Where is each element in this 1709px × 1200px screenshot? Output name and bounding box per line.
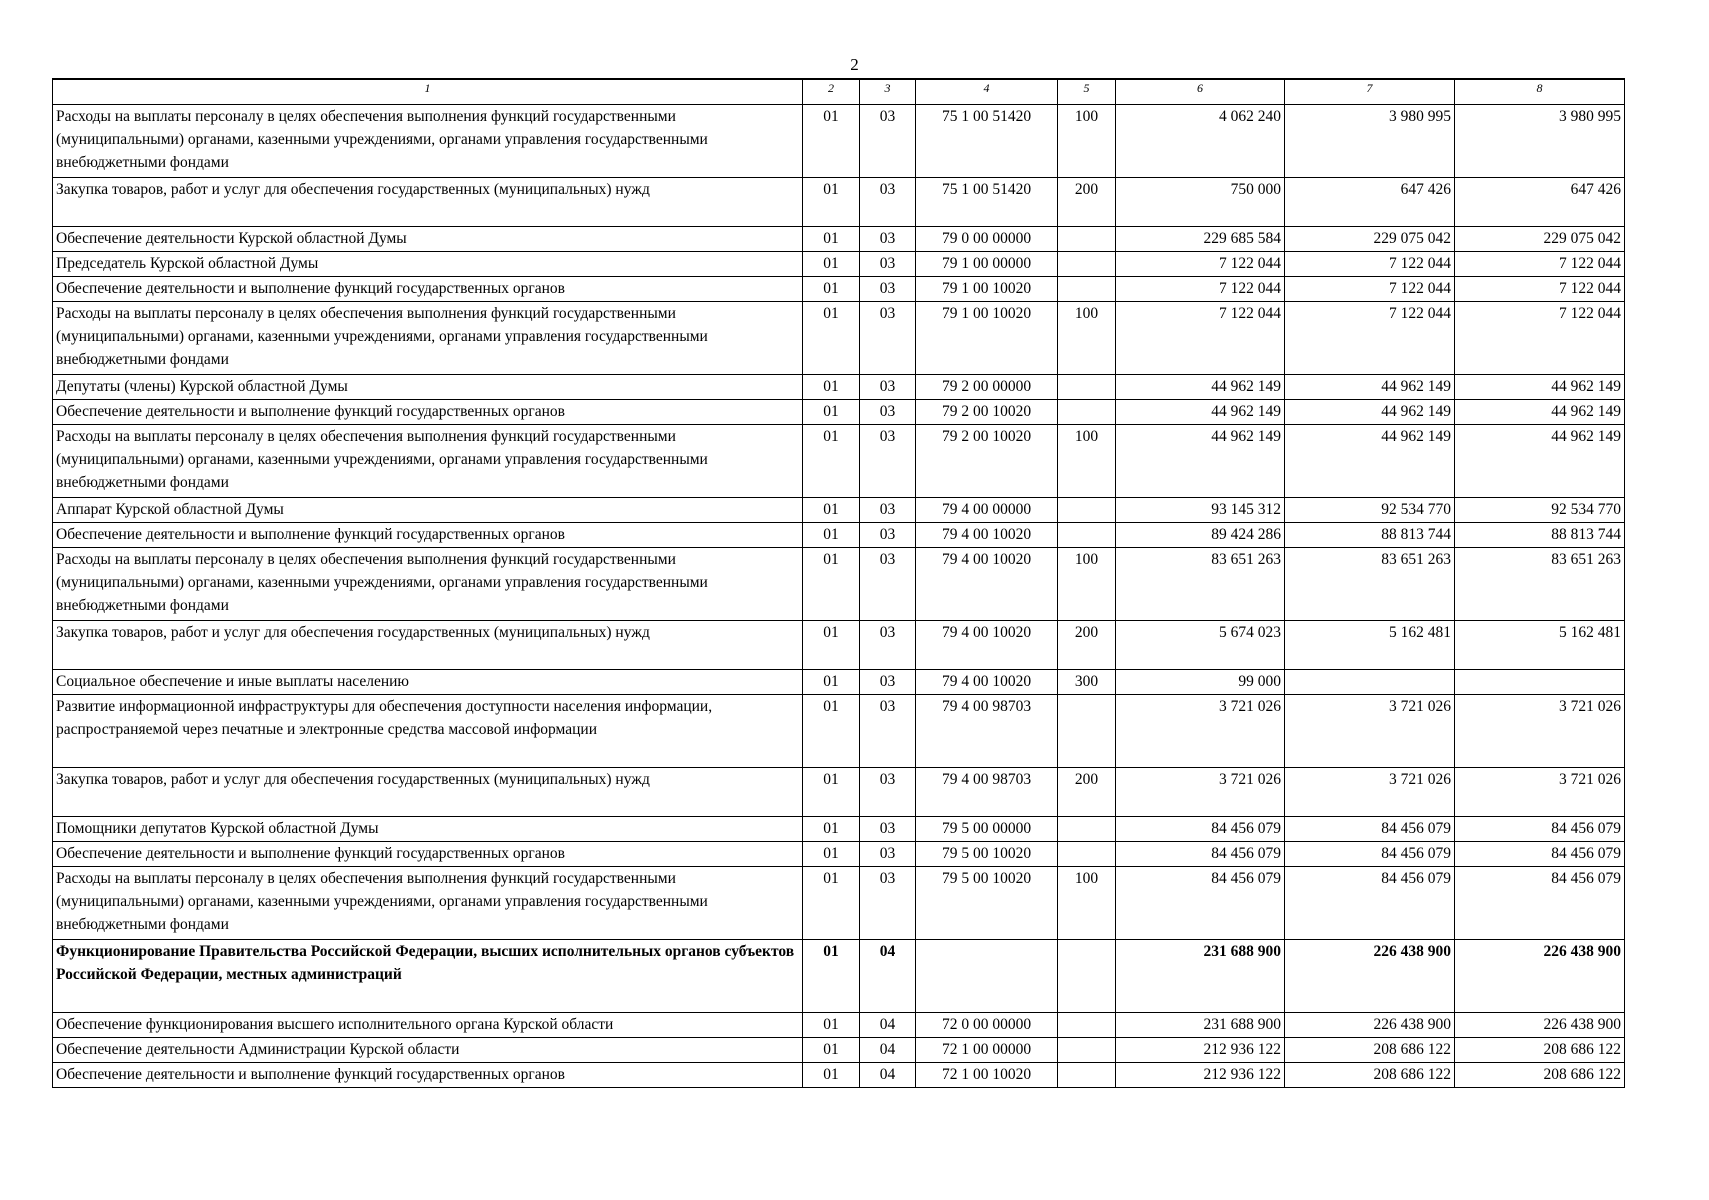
target-article-code: 79 1 00 10020: [916, 276, 1058, 301]
item-name: Депутаты (члены) Курской областной Думы: [53, 374, 803, 399]
item-name: Обеспечение деятельности и выполнение функций государственных органов: [53, 1062, 803, 1087]
expense-type-code: [1058, 226, 1116, 251]
amount-col-8: 7 122 044: [1455, 251, 1625, 276]
item-name: Обеспечение деятельности и выполнение функций государственных органов: [53, 841, 803, 866]
section-code: 01: [803, 694, 860, 767]
amount-col-6: 7 122 044: [1116, 251, 1285, 276]
target-article-code: 72 1 00 10020: [916, 1062, 1058, 1087]
amount-col-6: 231 688 900: [1116, 1012, 1285, 1037]
table-row: [53, 694, 1625, 767]
amount-col-6: 83 651 263: [1116, 547, 1285, 620]
subsection-code: 03: [860, 694, 916, 767]
amount-col-8: 226 438 900: [1455, 939, 1625, 1012]
expense-type-code: 200: [1058, 767, 1116, 816]
table-row: [53, 497, 1625, 522]
subsection-code: 03: [860, 522, 916, 547]
expense-type-code: [1058, 1037, 1116, 1062]
target-article-code: 79 0 00 00000: [916, 226, 1058, 251]
amount-col-7: 229 075 042: [1285, 226, 1455, 251]
amount-col-7: 5 162 481: [1285, 620, 1455, 669]
amount-col-8: 84 456 079: [1455, 841, 1625, 866]
expense-type-code: [1058, 1012, 1116, 1037]
table-row: [53, 104, 1625, 177]
section-code: 01: [803, 767, 860, 816]
expense-type-code: [1058, 522, 1116, 547]
amount-col-8: 208 686 122: [1455, 1037, 1625, 1062]
target-article-code: 72 0 00 00000: [916, 1012, 1058, 1037]
item-name: Расходы на выплаты персоналу в целях обеспечения выполнения функций государственными (муниципальными) органами, казенными учреждениями, органами управления государственными внебюджетными фондами: [53, 301, 803, 374]
expense-type-code: 100: [1058, 866, 1116, 939]
subsection-code: 03: [860, 226, 916, 251]
item-name: Расходы на выплаты персоналу в целях обеспечения выполнения функций государственными (муниципальными) органами, казенными учреждениями, органами управления государственными внебюджетными фондами: [53, 104, 803, 177]
table-row: [53, 1062, 1625, 1087]
subsection-code: 03: [860, 177, 916, 226]
target-article-code: 79 4 00 10020: [916, 620, 1058, 669]
expense-type-code: [1058, 816, 1116, 841]
amount-col-6: 3 721 026: [1116, 694, 1285, 767]
section-code: 01: [803, 497, 860, 522]
amount-col-6: 84 456 079: [1116, 841, 1285, 866]
expense-type-code: 100: [1058, 104, 1116, 177]
item-name: Обеспечение деятельности и выполнение функций государственных органов: [53, 522, 803, 547]
amount-col-7: 3 980 995: [1285, 104, 1455, 177]
amount-col-8: 7 122 044: [1455, 276, 1625, 301]
target-article-code: 79 4 00 10020: [916, 669, 1058, 694]
amount-col-7: 226 438 900: [1285, 1012, 1455, 1037]
item-name: Расходы на выплаты персоналу в целях обеспечения выполнения функций государственными (муниципальными) органами, казенными учреждениями, органами управления государственными внебюджетными фондами: [53, 424, 803, 497]
item-name: Обеспечение функционирования высшего исполнительного органа Курской области: [53, 1012, 803, 1037]
amount-col-7: 88 813 744: [1285, 522, 1455, 547]
item-name: Обеспечение деятельности Администрации Курской области: [53, 1037, 803, 1062]
subsection-code: 03: [860, 276, 916, 301]
amount-col-6: 3 721 026: [1116, 767, 1285, 816]
column-number: 1: [53, 79, 803, 104]
expense-type-code: 100: [1058, 301, 1116, 374]
subsection-code: 03: [860, 866, 916, 939]
amount-col-8: 92 534 770: [1455, 497, 1625, 522]
amount-col-6: 5 674 023: [1116, 620, 1285, 669]
expense-type-code: [1058, 251, 1116, 276]
amount-col-7: 44 962 149: [1285, 374, 1455, 399]
section-code: 01: [803, 939, 860, 1012]
table-row: [53, 522, 1625, 547]
amount-col-7: 83 651 263: [1285, 547, 1455, 620]
subsection-code: 03: [860, 497, 916, 522]
amount-col-8: 208 686 122: [1455, 1062, 1625, 1087]
subsection-code: 03: [860, 547, 916, 620]
table-row: [53, 424, 1625, 497]
amount-col-7: 7 122 044: [1285, 301, 1455, 374]
table-row: [53, 939, 1625, 1012]
column-number: 5: [1058, 79, 1116, 104]
table-row: [53, 399, 1625, 424]
target-article-code: 79 2 00 10020: [916, 399, 1058, 424]
subsection-code: 03: [860, 767, 916, 816]
amount-col-8: 226 438 900: [1455, 1012, 1625, 1037]
table-row: [53, 276, 1625, 301]
column-number: 6: [1116, 79, 1285, 104]
amount-col-6: 229 685 584: [1116, 226, 1285, 251]
page-number: 2: [850, 55, 859, 74]
item-name: Председатель Курской областной Думы: [53, 251, 803, 276]
target-article-code: 72 1 00 00000: [916, 1037, 1058, 1062]
section-code: 01: [803, 424, 860, 497]
target-article-code: 79 2 00 00000: [916, 374, 1058, 399]
table-row: [53, 1012, 1625, 1037]
section-code: 01: [803, 177, 860, 226]
expense-type-code: 200: [1058, 620, 1116, 669]
subsection-code: 03: [860, 620, 916, 669]
amount-col-7: [1285, 669, 1455, 694]
target-article-code: 75 1 00 51420: [916, 177, 1058, 226]
target-article-code: 79 4 00 10020: [916, 547, 1058, 620]
item-name: Закупка товаров, работ и услуг для обеспечения государственных (муниципальных) нужд: [53, 177, 803, 226]
amount-col-7: 84 456 079: [1285, 841, 1455, 866]
section-code: 01: [803, 104, 860, 177]
amount-col-7: 7 122 044: [1285, 276, 1455, 301]
amount-col-8: 647 426: [1455, 177, 1625, 226]
table-row: [53, 841, 1625, 866]
amount-col-8: 44 962 149: [1455, 424, 1625, 497]
column-number: 4: [916, 79, 1058, 104]
item-name: Аппарат Курской областной Думы: [53, 497, 803, 522]
expense-type-code: [1058, 1062, 1116, 1087]
amount-col-8: 3 721 026: [1455, 694, 1625, 767]
table-row: [53, 374, 1625, 399]
section-code: 01: [803, 226, 860, 251]
amount-col-8: 3 721 026: [1455, 767, 1625, 816]
section-code: 01: [803, 251, 860, 276]
amount-col-6: 212 936 122: [1116, 1062, 1285, 1087]
table-row: [53, 866, 1625, 939]
amount-col-6: 44 962 149: [1116, 424, 1285, 497]
amount-col-8: 7 122 044: [1455, 301, 1625, 374]
item-name: Обеспечение деятельности Курской областной Думы: [53, 226, 803, 251]
column-number: 3: [860, 79, 916, 104]
column-number: 7: [1285, 79, 1455, 104]
target-article-code: 79 5 00 00000: [916, 816, 1058, 841]
amount-col-6: 7 122 044: [1116, 276, 1285, 301]
column-number: 2: [803, 79, 860, 104]
section-code: 01: [803, 669, 860, 694]
amount-col-8: [1455, 669, 1625, 694]
target-article-code: 79 4 00 00000: [916, 497, 1058, 522]
amount-col-8: 44 962 149: [1455, 374, 1625, 399]
section-code: 01: [803, 1062, 860, 1087]
target-article-code: [916, 939, 1058, 1012]
expense-type-code: [1058, 497, 1116, 522]
section-code: 01: [803, 866, 860, 939]
section-code: 01: [803, 374, 860, 399]
amount-col-8: 5 162 481: [1455, 620, 1625, 669]
amount-col-7: 3 721 026: [1285, 767, 1455, 816]
subsection-code: 03: [860, 669, 916, 694]
section-code: 01: [803, 399, 860, 424]
amount-col-7: 3 721 026: [1285, 694, 1455, 767]
subsection-code: 04: [860, 1037, 916, 1062]
table-row: [53, 301, 1625, 374]
expense-type-code: [1058, 939, 1116, 1012]
expense-type-code: [1058, 399, 1116, 424]
amount-col-6: 4 062 240: [1116, 104, 1285, 177]
amount-col-7: 44 962 149: [1285, 399, 1455, 424]
amount-col-8: 3 980 995: [1455, 104, 1625, 177]
amount-col-6: 44 962 149: [1116, 374, 1285, 399]
table-row: [53, 251, 1625, 276]
subsection-code: 03: [860, 399, 916, 424]
column-number: 8: [1455, 79, 1625, 104]
table-row: [53, 547, 1625, 620]
expense-type-code: [1058, 841, 1116, 866]
amount-col-6: 750 000: [1116, 177, 1285, 226]
section-code: 01: [803, 1012, 860, 1037]
target-article-code: 79 4 00 98703: [916, 694, 1058, 767]
amount-col-6: 231 688 900: [1116, 939, 1285, 1012]
section-code: 01: [803, 276, 860, 301]
budget-table: [52, 78, 1625, 1088]
amount-col-8: 229 075 042: [1455, 226, 1625, 251]
target-article-code: 79 4 00 98703: [916, 767, 1058, 816]
target-article-code: 79 1 00 00000: [916, 251, 1058, 276]
amount-col-8: 88 813 744: [1455, 522, 1625, 547]
amount-col-7: 647 426: [1285, 177, 1455, 226]
amount-col-7: 208 686 122: [1285, 1062, 1455, 1087]
amount-col-6: 84 456 079: [1116, 866, 1285, 939]
amount-col-6: 99 000: [1116, 669, 1285, 694]
target-article-code: 79 1 00 10020: [916, 301, 1058, 374]
subsection-code: 03: [860, 104, 916, 177]
item-name: Обеспечение деятельности и выполнение функций государственных органов: [53, 276, 803, 301]
table-row: [53, 669, 1625, 694]
target-article-code: 79 4 00 10020: [916, 522, 1058, 547]
subsection-code: 03: [860, 301, 916, 374]
table-row: [53, 620, 1625, 669]
amount-col-8: 84 456 079: [1455, 816, 1625, 841]
table-row: [53, 767, 1625, 816]
subsection-code: 04: [860, 1062, 916, 1087]
target-article-code: 79 5 00 10020: [916, 841, 1058, 866]
expense-type-code: 300: [1058, 669, 1116, 694]
item-name: Развитие информационной инфраструктуры для обеспечения доступности населения информации, распространяемой через печатные и электронные средства массовой информации: [53, 694, 803, 767]
amount-col-7: 7 122 044: [1285, 251, 1455, 276]
table-body: [53, 104, 1625, 1087]
amount-col-7: 208 686 122: [1285, 1037, 1455, 1062]
subsection-code: 03: [860, 374, 916, 399]
subsection-code: 03: [860, 251, 916, 276]
table-row: [53, 226, 1625, 251]
subsection-code: 03: [860, 816, 916, 841]
subsection-code: 03: [860, 424, 916, 497]
subsection-code: 03: [860, 841, 916, 866]
expense-type-code: [1058, 374, 1116, 399]
column-number-header: [53, 79, 1625, 104]
amount-col-7: 84 456 079: [1285, 816, 1455, 841]
expense-type-code: [1058, 276, 1116, 301]
item-name: Социальное обеспечение и иные выплаты населению: [53, 669, 803, 694]
item-name: Закупка товаров, работ и услуг для обеспечения государственных (муниципальных) нужд: [53, 767, 803, 816]
item-name: Расходы на выплаты персоналу в целях обеспечения выполнения функций государственными (муниципальными) органами, казенными учреждениями, органами управления государственными внебюджетными фондами: [53, 866, 803, 939]
amount-col-6: 44 962 149: [1116, 399, 1285, 424]
amount-col-6: 84 456 079: [1116, 816, 1285, 841]
amount-col-6: 212 936 122: [1116, 1037, 1285, 1062]
amount-col-6: 93 145 312: [1116, 497, 1285, 522]
amount-col-8: 84 456 079: [1455, 866, 1625, 939]
subsection-code: 04: [860, 939, 916, 1012]
target-article-code: 75 1 00 51420: [916, 104, 1058, 177]
item-name: Функционирование Правительства Российской Федерации, высших исполнительных органов субъектов Российской Федерации, местных администраций: [53, 939, 803, 1012]
amount-col-8: 83 651 263: [1455, 547, 1625, 620]
section-code: 01: [803, 841, 860, 866]
amount-col-7: 44 962 149: [1285, 424, 1455, 497]
section-code: 01: [803, 816, 860, 841]
section-code: 01: [803, 547, 860, 620]
target-article-code: 79 2 00 10020: [916, 424, 1058, 497]
item-name: Закупка товаров, работ и услуг для обеспечения государственных (муниципальных) нужд: [53, 620, 803, 669]
section-code: 01: [803, 522, 860, 547]
expense-type-code: [1058, 694, 1116, 767]
item-name: Обеспечение деятельности и выполнение функций государственных органов: [53, 399, 803, 424]
amount-col-7: 226 438 900: [1285, 939, 1455, 1012]
item-name: Расходы на выплаты персоналу в целях обеспечения выполнения функций государственными (муниципальными) органами, казенными учреждениями, органами управления государственными внебюджетными фондами: [53, 547, 803, 620]
amount-col-6: 7 122 044: [1116, 301, 1285, 374]
section-code: 01: [803, 620, 860, 669]
section-code: 01: [803, 301, 860, 374]
expense-type-code: 200: [1058, 177, 1116, 226]
amount-col-7: 84 456 079: [1285, 866, 1455, 939]
item-name: Помощники депутатов Курской областной Думы: [53, 816, 803, 841]
amount-col-8: 44 962 149: [1455, 399, 1625, 424]
section-code: 01: [803, 1037, 860, 1062]
subsection-code: 04: [860, 1012, 916, 1037]
table-row: [53, 1037, 1625, 1062]
table-row: [53, 177, 1625, 226]
amount-col-6: 89 424 286: [1116, 522, 1285, 547]
table-row: [53, 816, 1625, 841]
expense-type-code: 100: [1058, 424, 1116, 497]
expense-type-code: 100: [1058, 547, 1116, 620]
target-article-code: 79 5 00 10020: [916, 866, 1058, 939]
amount-col-7: 92 534 770: [1285, 497, 1455, 522]
